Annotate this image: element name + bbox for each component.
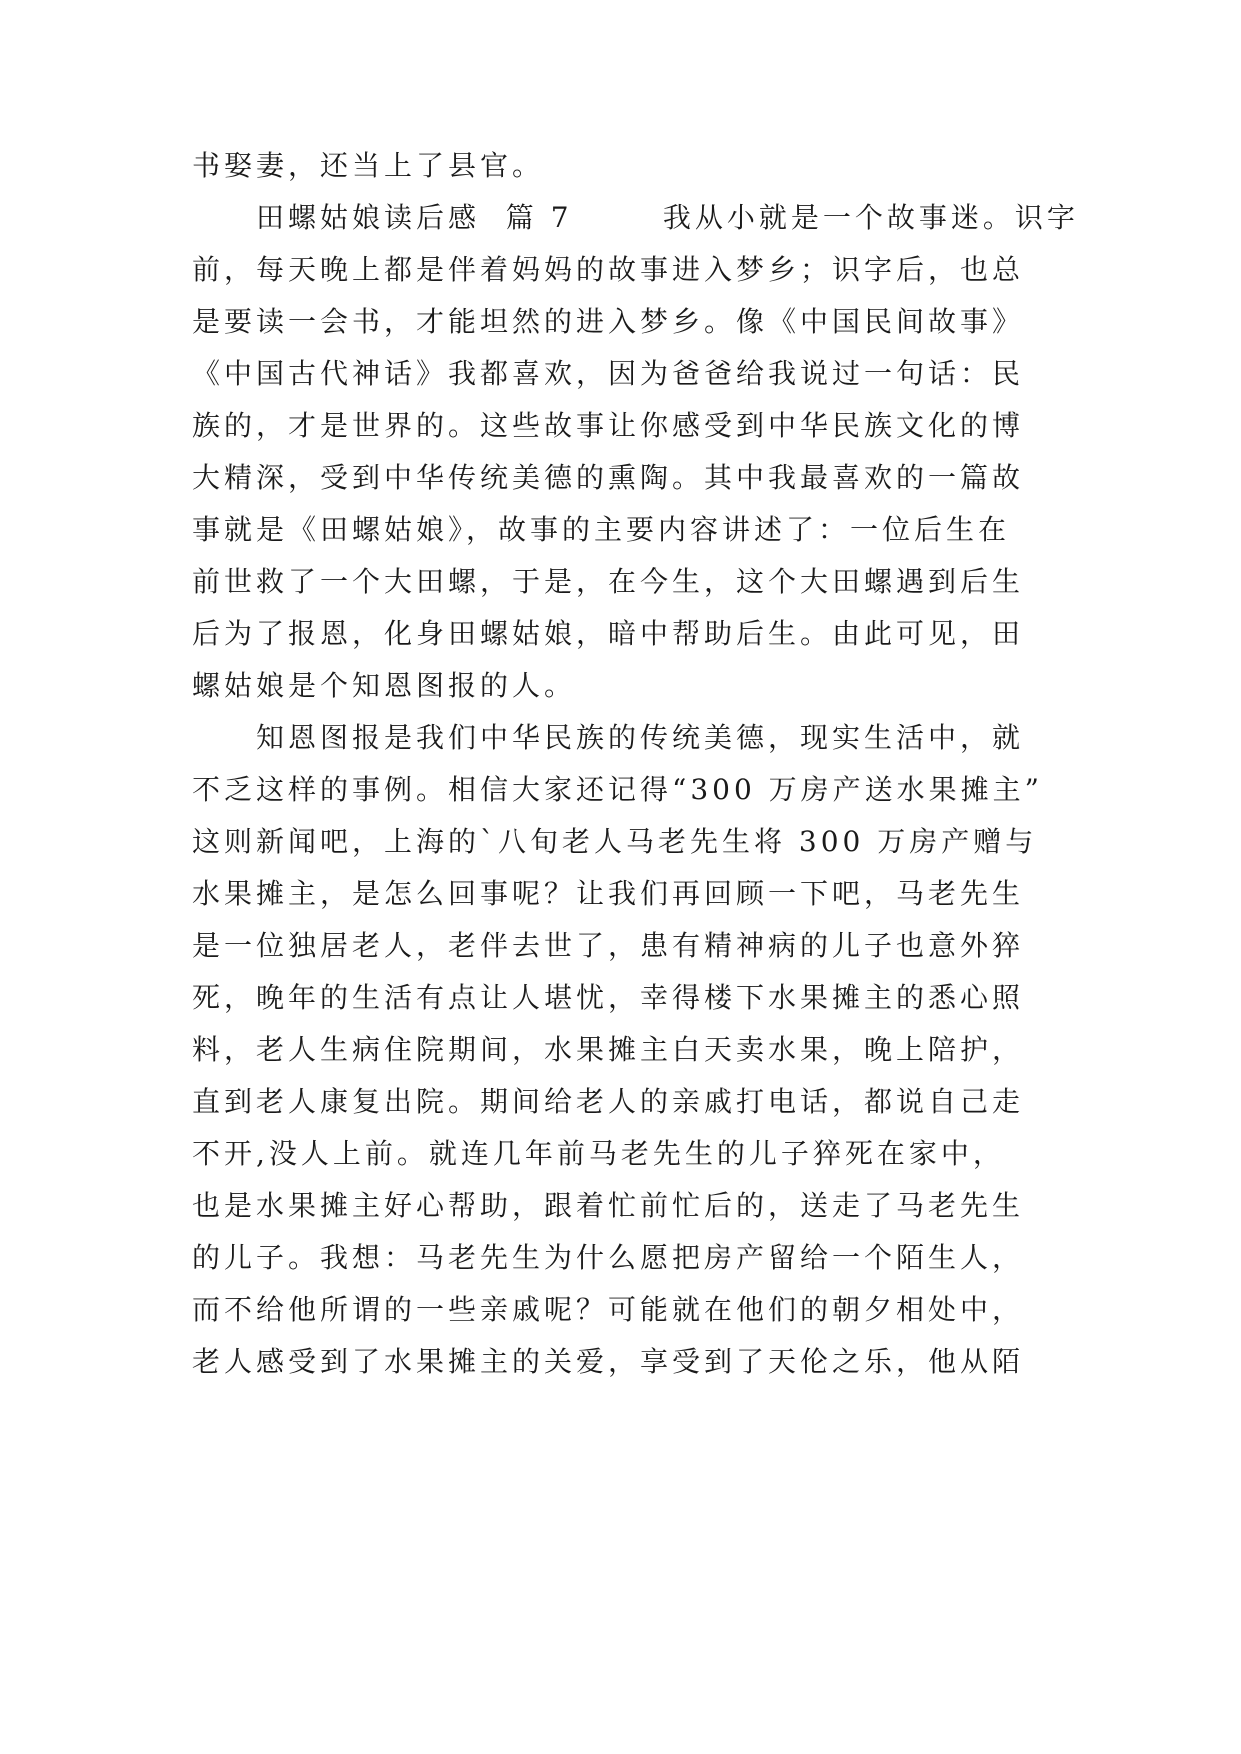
text-line: 书娶妻，还当上了县官。 xyxy=(192,149,545,182)
text-line: 事就是《田螺姑娘》，故事的主要内容讲述了：一位后生在 xyxy=(192,513,1011,546)
text-line: 《中国古代神话》我都喜欢，因为爸爸给我说过一句话：民 xyxy=(192,357,1025,390)
text-line: 是一位独居老人，老伴去世了，患有精神病的儿子也意外猝 xyxy=(192,929,1025,962)
text-line: 不乏这样的事例。相信大家还记得“300 万房产送水果摊主” xyxy=(192,773,1043,806)
text-line: 田螺姑娘读后感 篇 7 我从小就是一个故事迷。识字 xyxy=(256,201,1079,234)
text-line: 这则新闻吧，上海的`八旬老人马老先生将 300 万房产赠与 xyxy=(192,825,1038,858)
text-line: 前世救了一个大田螺，于是，在今生，这个大田螺遇到后生 xyxy=(192,565,1025,598)
text-line: 知恩图报是我们中华民族的传统美德，现实生活中，就 xyxy=(256,721,1025,754)
text-line: 不开,没人上前。就连几年前马老先生的儿子猝死在家中， xyxy=(192,1137,1005,1170)
text-line: 后为了报恩，化身田螺姑娘，暗中帮助后生。由此可见，田 xyxy=(192,617,1025,650)
text-line: 大精深，受到中华传统美德的熏陶。其中我最喜欢的一篇故 xyxy=(192,461,1025,494)
text-line: 的儿子。我想：马老先生为什么愿把房产留给一个陌生人， xyxy=(192,1241,1025,1274)
text-line: 死，晚年的生活有点让人堪忧，幸得楼下水果摊主的悉心照 xyxy=(192,981,1025,1014)
text-line: 老人感受到了水果摊主的关爱，享受到了天伦之乐，他从陌 xyxy=(192,1345,1025,1378)
text-line: 是要读一会书，才能坦然的进入梦乡。像《中国民间故事》 xyxy=(192,305,1025,338)
text-line: 料，老人生病住院期间，水果摊主白天卖水果，晚上陪护， xyxy=(192,1033,1025,1066)
text-line: 水果摊主，是怎么回事呢？让我们再回顾一下吧，马老先生 xyxy=(192,877,1025,910)
text-line: 螺姑娘是个知恩图报的人。 xyxy=(192,669,577,702)
text-line: 而不给他所谓的一些亲戚呢？可能就在他们的朝夕相处中， xyxy=(192,1293,1025,1326)
text-line: 直到老人康复出院。期间给老人的亲戚打电话，都说自己走 xyxy=(192,1085,1025,1118)
text-line: 也是水果摊主好心帮助，跟着忙前忙后的，送走了马老先生 xyxy=(192,1189,1025,1222)
text-line: 前，每天晚上都是伴着妈妈的故事进入梦乡；识字后，也总 xyxy=(192,253,1025,286)
text-line: 族的，才是世界的。这些故事让你感受到中华民族文化的博 xyxy=(192,409,1025,442)
